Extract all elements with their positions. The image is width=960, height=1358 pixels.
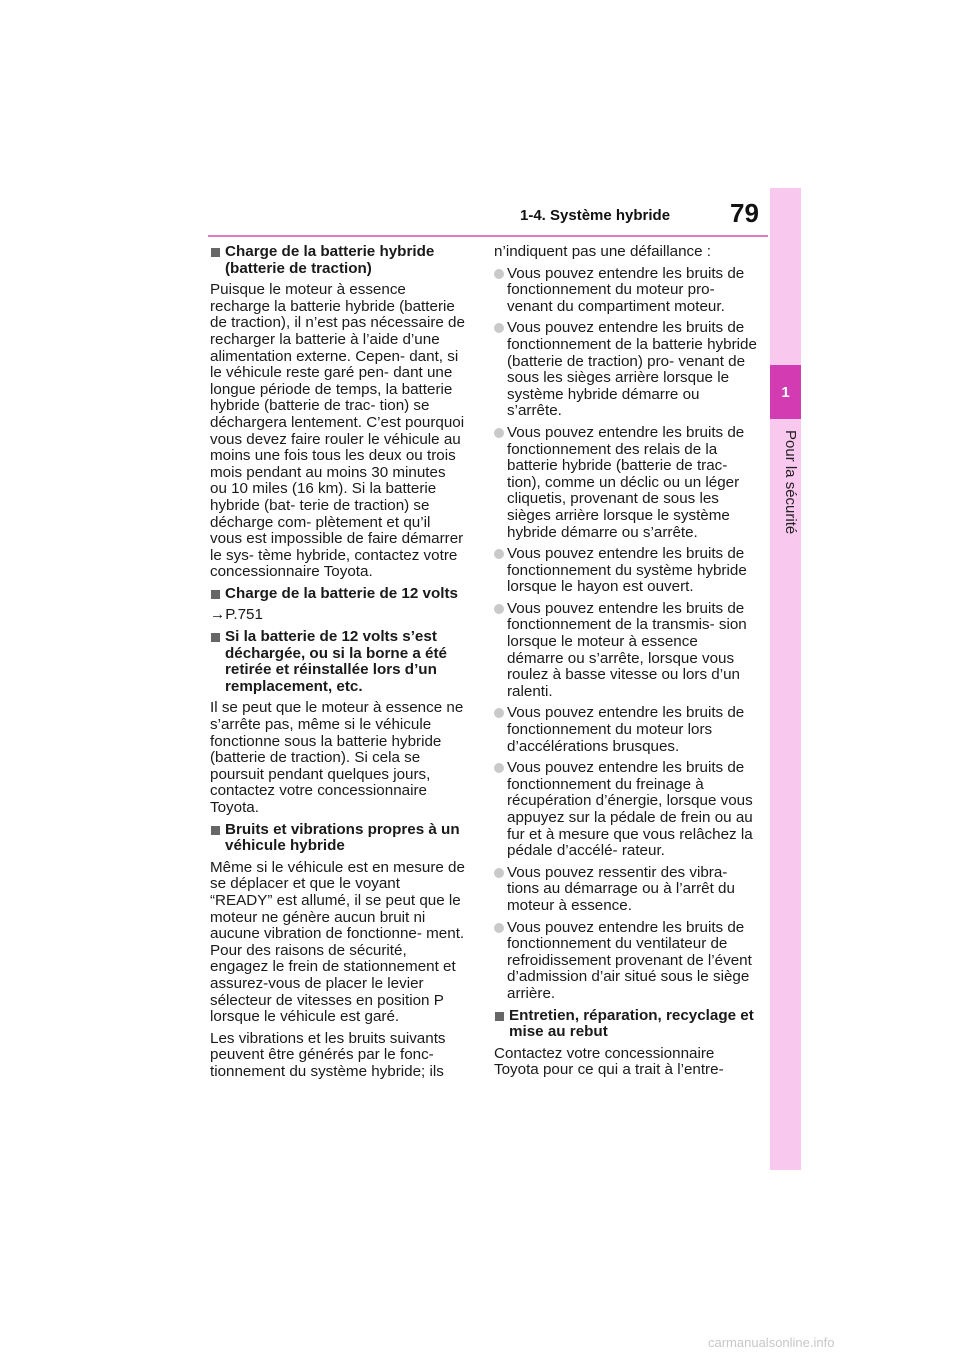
body-paragraph: Même si le véhicule est en mesure de se déplacer et que le voyant “READY” est allumé, il se peut que le moteur ne génère aucun bruit ni aucune vibration de fonctionne- ment. Pour des raisons de sécurité, engagez le frein de stationnement et assurez-vous de placer le levier sélecteur de vitesses en position P lorsque le véhicule est garé. <box>210 858 465 1026</box>
header-divider <box>208 235 768 237</box>
bullet-text: Vous pouvez entendre les bruits de fonctionnement de la transmis- sion lorsque le moteur à essence démarre ou s’arrête, lorsque vous roulez à basse vitesse ou lors d’un ralenti. <box>507 599 747 700</box>
circle-bullet-icon <box>494 428 504 438</box>
heading-text: Charge de la batterie hybride (batterie de traction) <box>225 243 435 277</box>
circle-bullet-icon <box>494 604 504 614</box>
bullet-item <box>494 705 758 755</box>
bullet-item <box>494 920 758 1003</box>
heading-text: Entretien, réparation, recyclage et mise au rebut <box>509 1006 754 1041</box>
body-paragraph: Il se peut que le moteur à essence ne s’arrête pas, même si le véhicule fonctionne sous la batterie hybride (batterie de traction). Si cela se poursuit pendant quelques jours, contactez votre concessionnaire Toyota. <box>210 699 464 816</box>
body-paragraph: Les vibrations et les bruits suivants peuvent être générés par le fonc- tionnement du système hybride; ils <box>210 1029 446 1080</box>
square-bullet-icon <box>211 590 220 599</box>
chapter-label: Pour la sécurité <box>782 430 799 535</box>
circle-bullet-icon <box>494 868 504 878</box>
bullet-item <box>494 546 758 596</box>
square-bullet-icon <box>211 826 220 835</box>
circle-bullet-icon <box>494 269 504 279</box>
bullet-item <box>494 266 758 316</box>
page-reference: →P.751 <box>210 606 263 624</box>
chapter-number-badge <box>770 365 801 419</box>
bullet-text: Vous pouvez entendre les bruits de fonctionnement du ventilateur de refroidissement provenant de l’évent d’admission d’air situé sous le siège arrière. <box>507 918 752 1002</box>
circle-bullet-icon <box>494 549 504 559</box>
square-bullet-icon <box>211 248 220 257</box>
square-bullet-icon <box>495 1012 504 1021</box>
bullet-text: Vous pouvez entendre les bruits de fonctionnement des relais de la batterie hybride (batterie de trac- tion), comme un déclic ou un léger cliquetis, provenant de sous les sièges arrière lorsque le système hybride démarre ou s’arrête. <box>507 423 745 541</box>
section-heading <box>210 629 466 695</box>
body-paragraph: Contactez votre concessionnaire Toyota pour ce qui a trait à l’entre- <box>494 1044 724 1079</box>
right-text-column <box>494 244 758 1084</box>
bullet-text: Vous pouvez entendre les bruits de fonctionnement du freinage à récupération d’énergie, lorsque vous appuyez sur la pédale de frein ou au fur et à mesure que vous relâchez la pédale d’accélé- rateur. <box>507 759 753 860</box>
circle-bullet-icon <box>494 708 504 718</box>
heading-text: Bruits et vibrations propres à un véhicule hybride <box>225 820 460 855</box>
bullet-text: Vous pouvez entendre les bruits de fonctionnement du système hybride lorsque le hayon est ouvert. <box>507 545 747 596</box>
footer-watermark: carmanualsonline.info <box>708 1335 835 1350</box>
section-title: 1-4. Système hybride <box>520 207 671 224</box>
page-number: 79 <box>730 198 759 228</box>
bullet-item <box>494 601 758 701</box>
body-paragraph: Puisque le moteur à essence recharge la batterie hybride (batterie de traction), il n’est pas nécessaire de recharger la batterie à l’aide d’une alimentation externe. Cepen- dant, si le véhicule reste garé pen- dant une longue période de temps, la batterie hybride (batterie de trac- tion) se déchargera lentement. C’est pourquoi vous devez faire rouler le véhicule au moins une fois tous les deux ou trois mois pendant au moins 30 minutes ou 10 miles (16 km). Si la batterie hybride (bat- terie de traction) se décharge com- plètement et qu’il vous est impossible de faire démarrer le sys- tème hybride, contactez votre concessionnaire Toyota. <box>210 281 465 581</box>
bullet-text: Vous pouvez ressentir des vibra- tions au démarrage ou à l’arrêt du moteur à essence. <box>507 863 735 914</box>
section-heading <box>210 244 466 277</box>
chapter-side-tab <box>770 188 801 1170</box>
section-heading <box>210 822 466 855</box>
chapter-number: 1 <box>781 383 790 401</box>
circle-bullet-icon <box>494 323 504 333</box>
heading-text: Si la batterie de 12 volts s’est déchargée, ou si la borne a été retirée et réinstallée lors d’un remplacement, etc. <box>225 628 447 695</box>
circle-bullet-icon <box>494 923 504 933</box>
bullet-text: Vous pouvez entendre les bruits de fonctionnement du moteur pro- venant du compartiment moteur. <box>507 264 745 315</box>
circle-bullet-icon <box>494 763 504 773</box>
section-heading <box>210 586 466 603</box>
bullet-text: Vous pouvez entendre les bruits de fonctionnement du moteur lors d’accélérations brusques. <box>507 704 745 755</box>
heading-text: Charge de la batterie de 12 volts <box>225 584 458 602</box>
bullet-item <box>494 320 758 420</box>
section-heading <box>494 1008 758 1041</box>
bullet-item <box>494 865 758 915</box>
bullet-text: Vous pouvez entendre les bruits de fonctionnement de la batterie hybride (batterie de traction) pro- venant de sous les sièges arrière lorsque le système hybride démarre ou s’arrête. <box>507 319 757 420</box>
bullet-item <box>494 425 758 541</box>
bullet-item <box>494 760 758 860</box>
square-bullet-icon <box>211 633 220 642</box>
body-paragraph: n’indiquent pas une défaillance : <box>494 243 712 260</box>
left-text-column <box>210 244 466 1086</box>
